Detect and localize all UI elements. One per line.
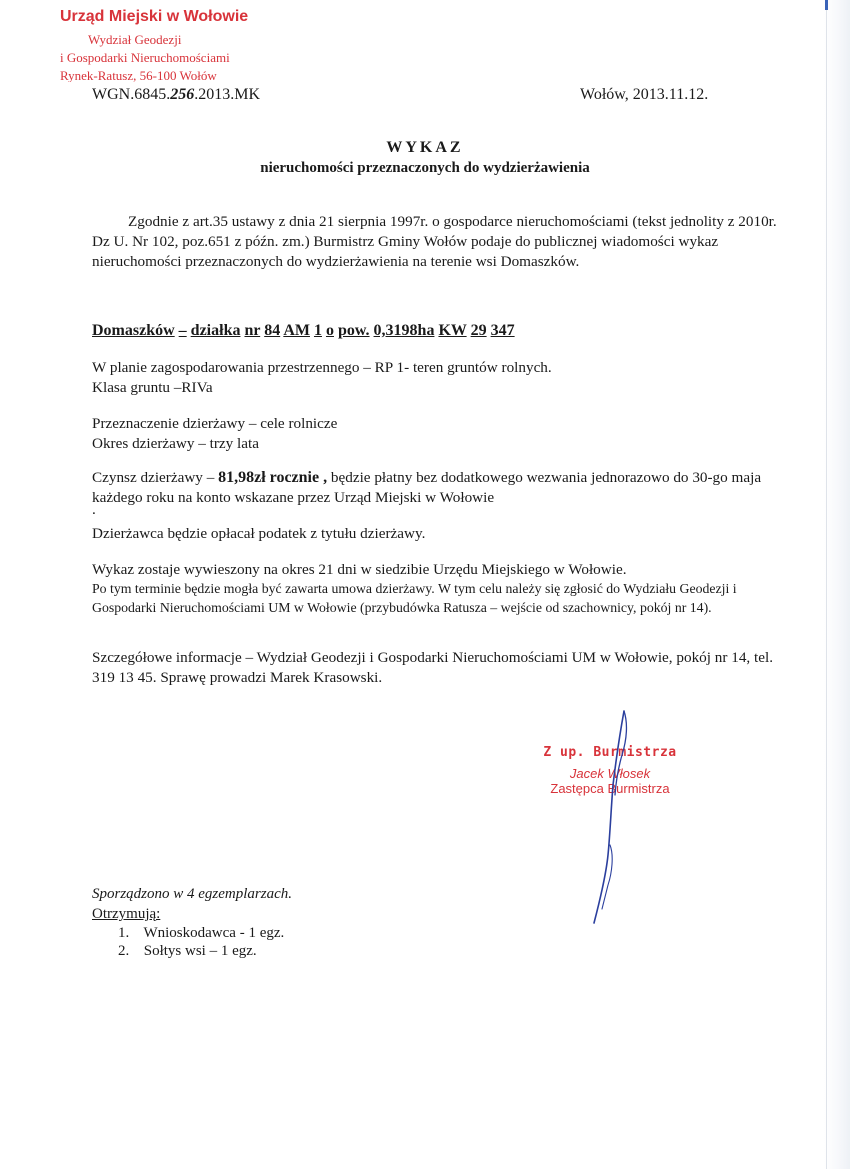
plot-kw-label: KW (438, 322, 467, 339)
list-item (118, 943, 257, 960)
document-date: Wołów, 2013.11.12. (580, 86, 709, 103)
handwritten-signature-icon (580, 705, 640, 935)
reference-number (92, 86, 260, 104)
lease-period: Okres dzierżawy – trzy lata (92, 435, 259, 452)
signature-authority: Z up. Burmistrza (543, 745, 677, 760)
lease-info (92, 414, 337, 454)
stamp-address: Rynek-Ratusz, 56-100 Wołów (60, 68, 217, 82)
list-item-text: Sołtys wsi – 1 egz. (143, 943, 257, 959)
plot-map-label: AM (283, 322, 310, 339)
lease-purpose: Przeznaczenie dzierżawy – cele rolnicze (92, 415, 338, 432)
details-paragraph: Szczegółowe informacje – Wydział Geodezji i Gospodarki Nieruchomościami UM w Wołowie, pokój nr 14, tel. 319 13 45. Sprawę prowadzi Marek Krasowski. (92, 649, 773, 686)
list-item-number: 2. (118, 943, 130, 959)
reference-prefix: WGN.6845. (92, 86, 171, 103)
office-stamp (60, 8, 270, 82)
rent-paragraph (92, 468, 782, 508)
planning-line: W planie zagospodarowania przestrzennego – RP 1- teren gruntów rolnych. (92, 359, 552, 376)
posting-line: Wykaz zostaje wywieszony na okres 21 dni w siedzibie Urzędu Miejskiego w Wołowie. (92, 561, 627, 578)
reference-suffix: .2013.MK (194, 86, 260, 103)
reference-handwritten-number: 256 (170, 86, 195, 103)
scan-edge-mark (825, 0, 828, 10)
stamp-title: Urząd Miejski w Wołowie (60, 8, 249, 25)
list-item-number: 1. (118, 925, 130, 941)
stamp-department-2: i Gospodarki Nieruchomościami (60, 50, 230, 65)
plot-nr-label: nr (244, 322, 261, 339)
plot-parcel-label: działka (190, 322, 241, 339)
signature-name: Jacek Włosek (569, 766, 651, 781)
plot-area-prefix: pow. (337, 322, 370, 339)
plot-kw-part1: 29 (470, 322, 487, 339)
plot-dash: – (178, 322, 187, 339)
stamp-department: Wydział Geodezji (88, 32, 182, 47)
after-posting-paragraph: Po tym terminie będzie mogła być zawarta umowa dzierżawy. W tym celu należy się zgłosić do Wydziału Geodezji i Gospodarki Nieruchomościami UM w Wołowie (przybudówka Ratusza – wejście od szachownicy, pokój nr 14). (92, 581, 737, 615)
recipients-label: Otrzymują: (92, 906, 161, 922)
document-title: WYKAZ (386, 139, 464, 156)
list-item (118, 925, 284, 942)
plot-kw-part2: 347 (490, 322, 515, 339)
prepared-note: Sporządzono w 4 egzemplarzach. (92, 886, 293, 902)
plot-area-label: o (325, 322, 334, 339)
signature-title: Zastępca Burmistrza (550, 781, 670, 796)
plot-area: 0,3198ha (373, 322, 435, 339)
plot-map-number: 1 (313, 322, 322, 339)
plot-village: Domaszków (92, 322, 175, 339)
plot-heading (92, 322, 515, 340)
soil-class: Klasa gruntu –RIVa (92, 379, 213, 396)
tax-line: Dzierżawca będzie opłacał podatek z tytułu dzierżawy. (92, 525, 426, 542)
rent-amount: 81,98zł rocznie , (218, 469, 328, 486)
plot-parcel-number: 84 (264, 322, 281, 339)
rent-prefix: Czynsz dzierżawy – (92, 469, 219, 486)
intro-paragraph: Zgodnie z art.35 ustawy z dnia 21 sierpnia 1997r. o gospodarce nieruchomościami (tekst jednolity z 2010r. Dz U. Nr 102, poz.651 z późn. zm.) Burmistrz Gminy Wołów podaje do publicznej wiadomości wykaz nieruchomości przeznaczonych do wydzierżawienia na terenie wsi Domaszków. (92, 213, 777, 270)
document-subtitle: nieruchomości przeznaczonych do wydzierżawienia (260, 160, 590, 176)
stray-dot: . (92, 501, 96, 518)
rent-suffix: będzie płatny bez dodatkowego wezwania jednorazowo do 30-go maja każdego roku na konto wskazane przez Urząd Miejski w Wołowie (92, 469, 762, 506)
list-item-text: Wnioskodawca - 1 egz. (143, 925, 285, 941)
planning-info (92, 358, 552, 398)
